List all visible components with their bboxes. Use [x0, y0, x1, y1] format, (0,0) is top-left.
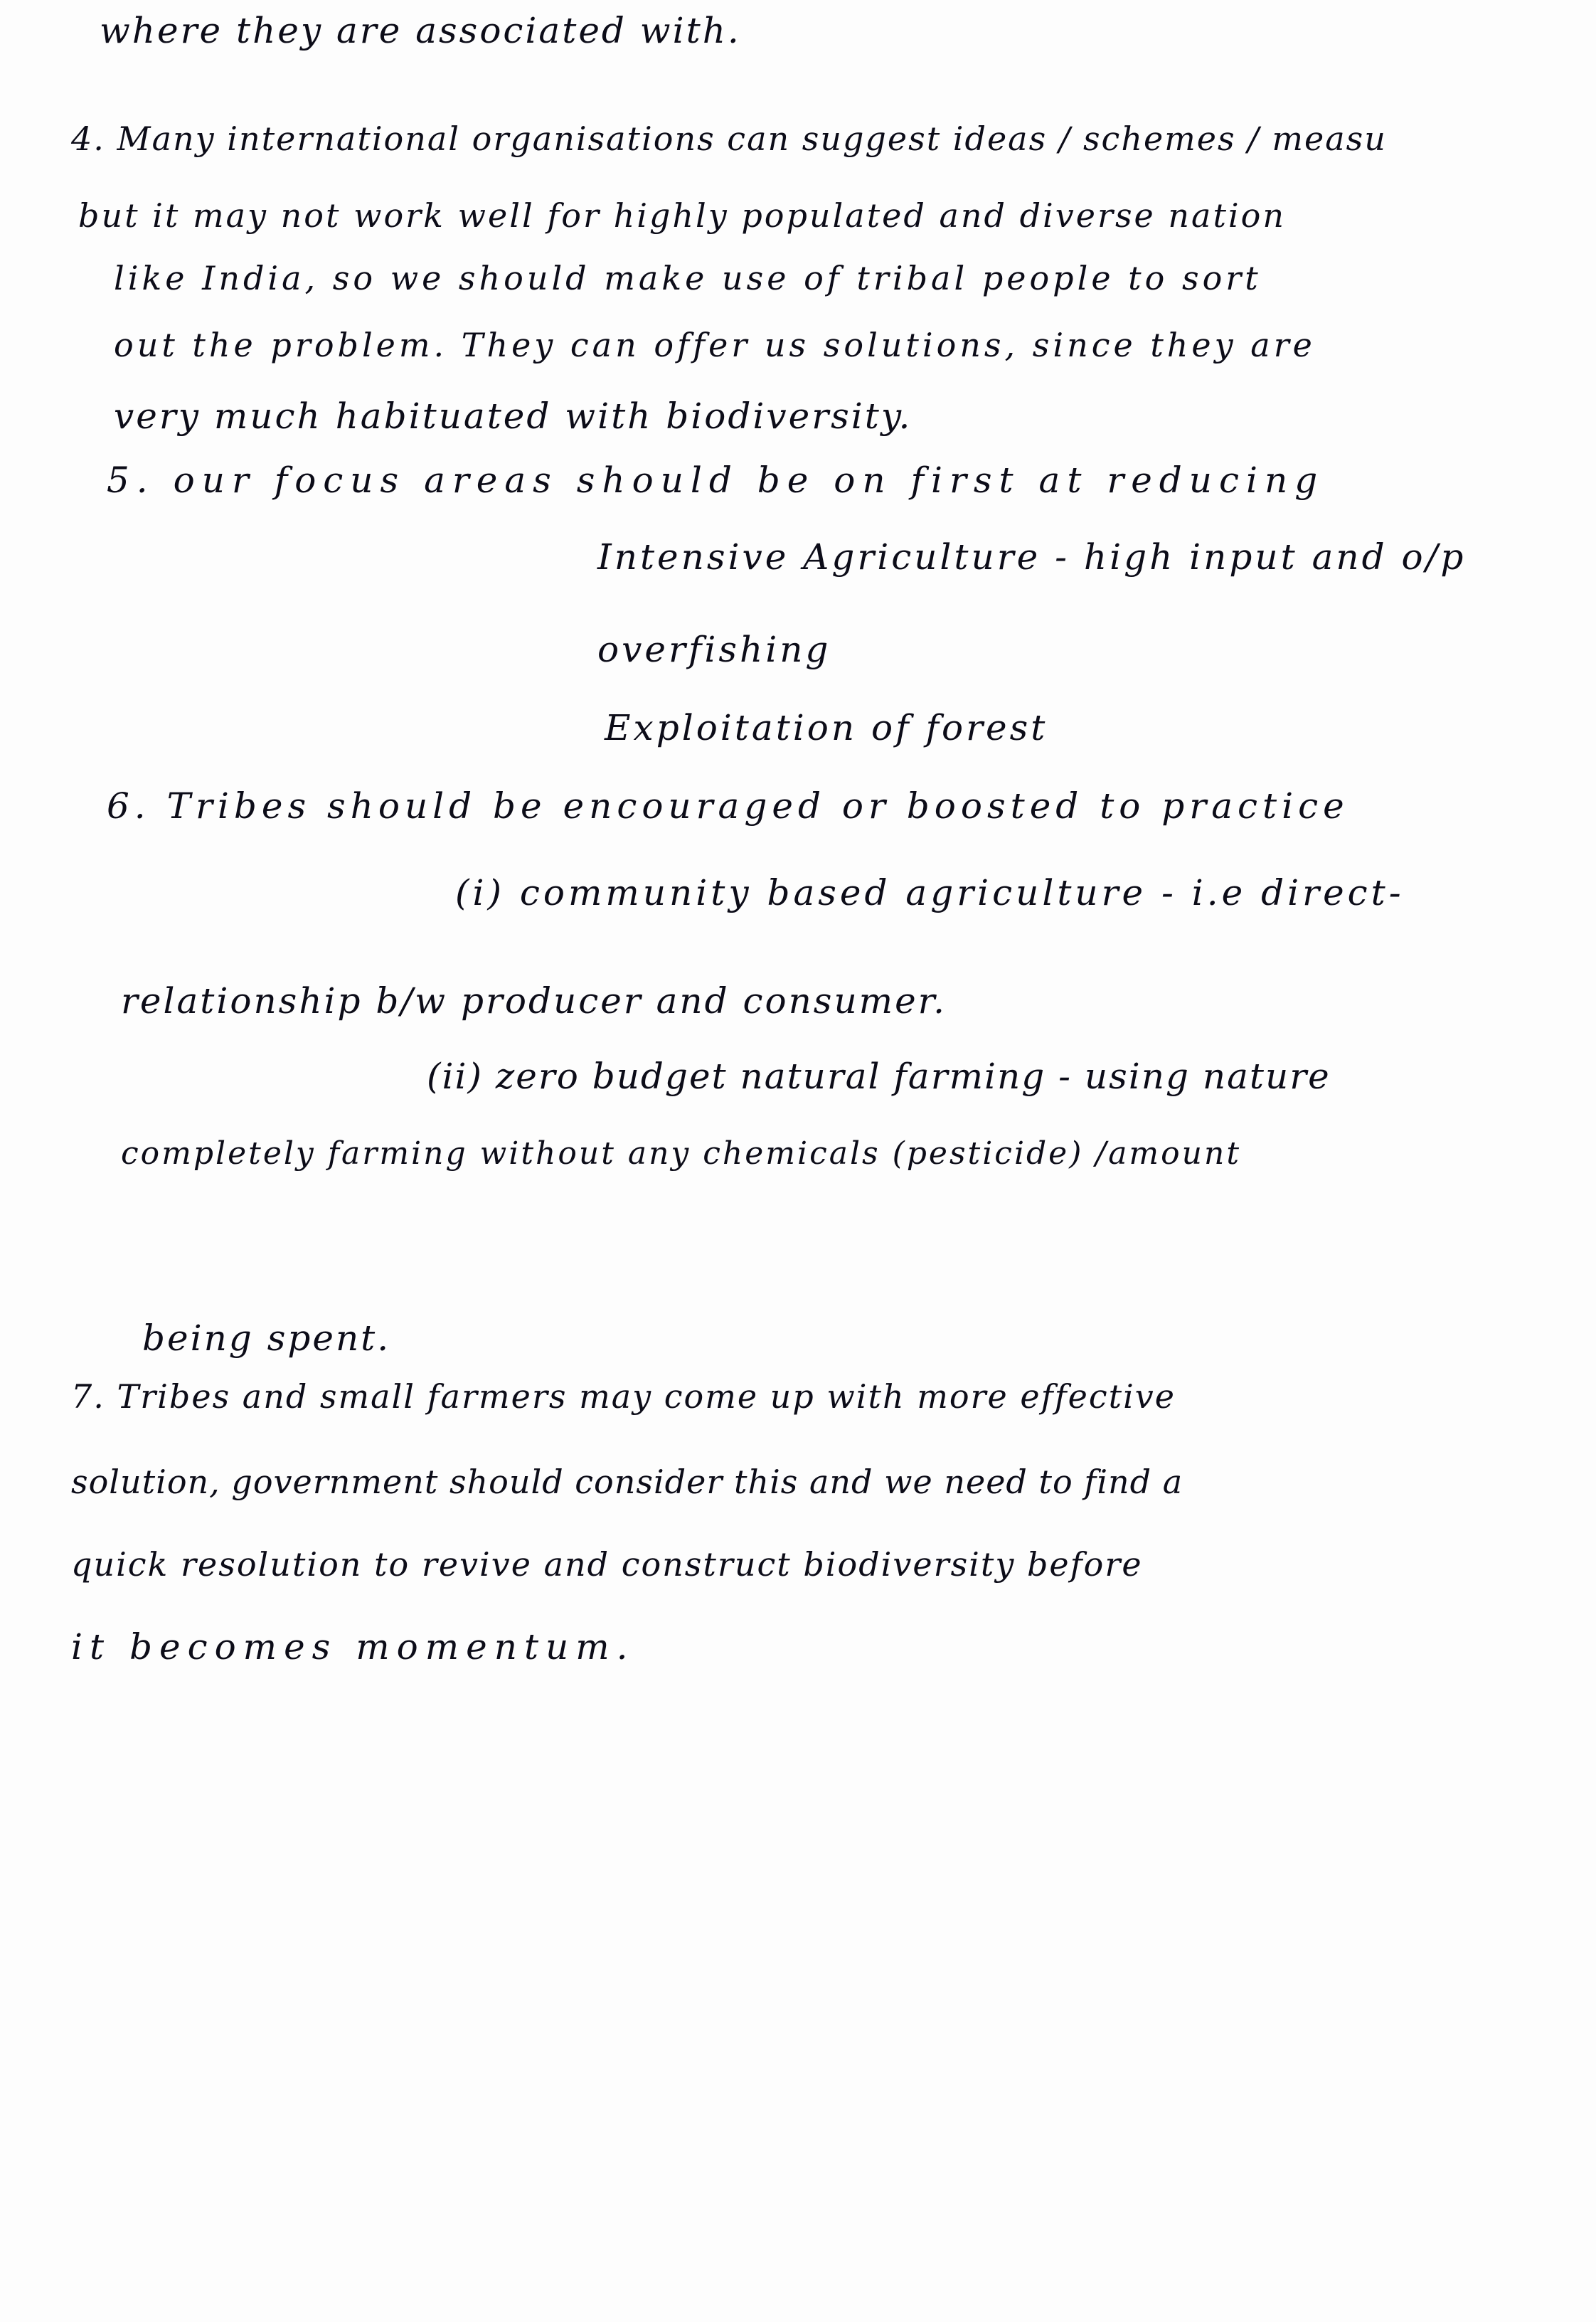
text-line-5: out the problem. They can offer us solutions, since they are — [114, 326, 1316, 364]
text-line-20: it becomes momentum. — [71, 1626, 635, 1668]
text-line-16: being spent. — [142, 1318, 391, 1359]
text-line-8: Intensive Agriculture - high input and o/p — [597, 536, 1467, 578]
text-line-12: (i) community based agriculture - i.e direct- — [455, 872, 1405, 913]
text-line-6: very much habituated with biodiversity. — [114, 396, 913, 437]
text-line-18: solution, government should consider this and we need to find a — [71, 1463, 1183, 1501]
text-line-7: 5. our focus areas should be on first at reducing — [107, 460, 1325, 501]
text-line-1: where they are associated with. — [100, 10, 741, 51]
text-line-9: overfishing — [597, 629, 831, 670]
text-line-4: like India, so we should make use of tribal people to sort — [114, 259, 1262, 297]
text-line-13: relationship b/w producer and consumer. — [121, 980, 947, 1022]
text-line-15: completely farming without any chemicals (pesticide) /amount — [121, 1135, 1242, 1172]
text-line-11: 6. Tribes should be encouraged or boosted to practice — [107, 785, 1349, 827]
text-line-2: 4. Many international organisations can suggest ideas / schemes / measu — [71, 120, 1387, 158]
text-line-10: Exploitation of forest — [605, 707, 1048, 748]
text-line-17: 7. Tribes and small farmers may come up with more effective — [71, 1377, 1176, 1416]
text-line-3: but it may not work well for highly populated and diverse nation — [78, 196, 1286, 235]
text-line-19: quick resolution to revive and construct biodiversity before — [71, 1545, 1143, 1584]
text-line-14: (ii) zero budget natural farming - using nature — [427, 1056, 1331, 1097]
